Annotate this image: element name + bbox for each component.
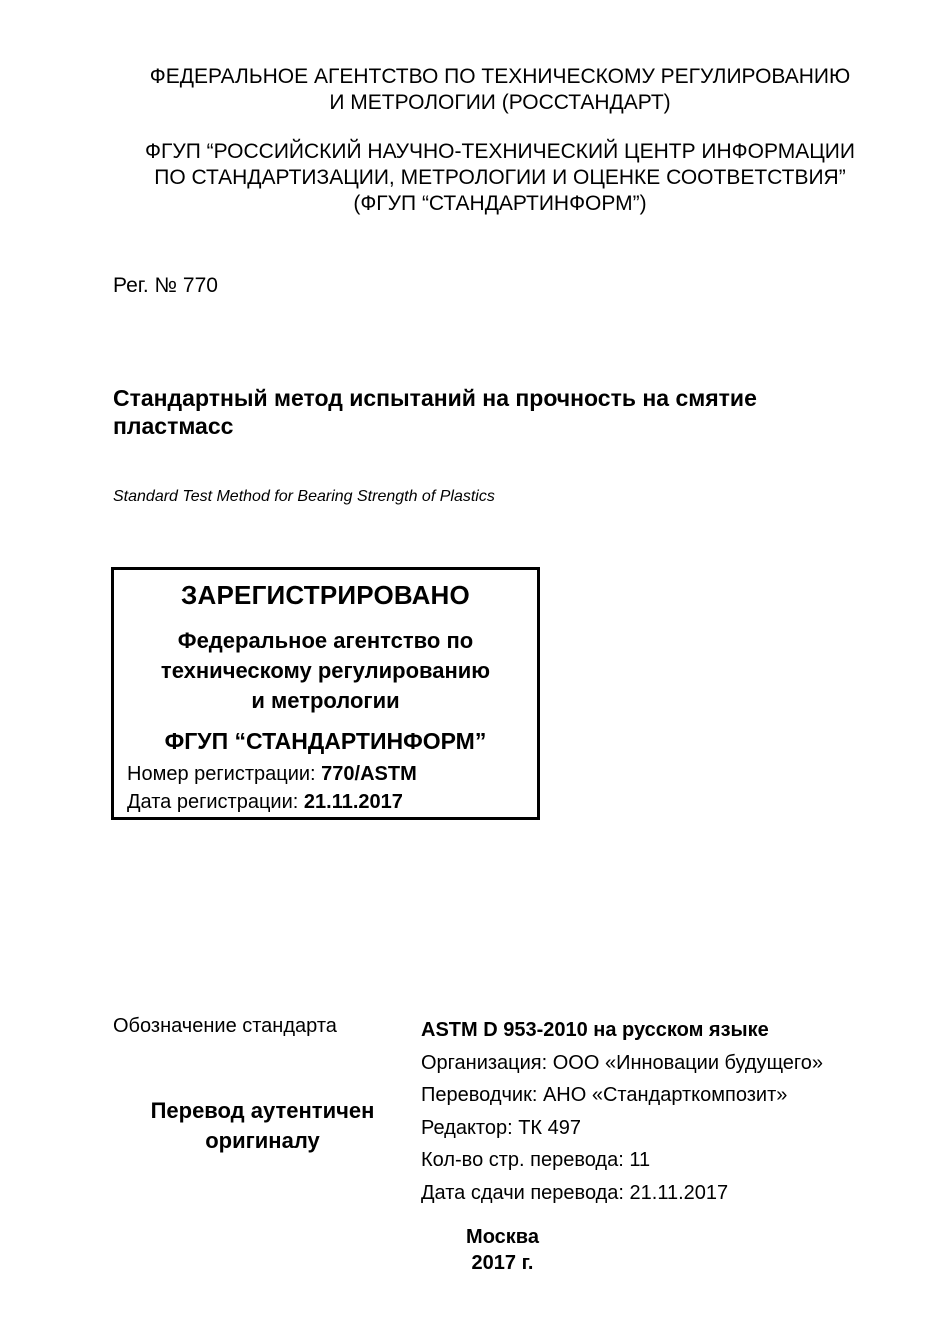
stamp-number-value: 770/ASTM: [321, 763, 417, 785]
stamp-registration-number: [127, 763, 417, 786]
agency-line-2: И МЕТРОЛОГИИ (РОССТАНДАРТ): [329, 91, 671, 114]
page-count-line: Кол-во стр. перевода: 11: [421, 1149, 651, 1172]
stamp-agency-line-2: техническому регулированию: [160, 658, 491, 683]
stamp-registration-date: [127, 791, 403, 814]
stamp-agency: [114, 626, 537, 716]
authentic-line-1: Перевод аутентичен: [150, 1098, 375, 1123]
translation-details: [421, 1014, 823, 1210]
stamp-date-value: 21.11.2017: [303, 791, 403, 813]
stamp-date-label: Дата регистрации:: [127, 791, 299, 813]
document-title: Стандартный метод испытаний на прочность на смятие пластмасс: [113, 385, 757, 439]
center-line-3: (ФГУП “СТАНДАРТИНФОРМ”): [353, 192, 647, 215]
authentic-line-2: оригиналу: [205, 1128, 320, 1153]
center-header: [100, 139, 900, 217]
designation-label: Обозначение стандарта: [113, 1015, 337, 1037]
center-line-1: ФГУП “РОССИЙСКИЙ НАУЧНО-ТЕХНИЧЕСКИЙ ЦЕНТР ИНФОРМАЦИИ: [145, 140, 855, 163]
translator-line: Переводчик: АНО «Стандарткомпозит»: [421, 1084, 788, 1107]
registration-number: Рег. № 770: [113, 274, 218, 297]
stamp-organization: ФГУП “СТАНДАРТИНФОРМ”: [164, 728, 487, 754]
editor-line: Редактор: ТК 497: [421, 1116, 581, 1139]
agency-header: [100, 64, 900, 116]
standard-designation: ASTM D 953-2010 на русском языке: [421, 1019, 769, 1041]
agency-line-1: ФЕДЕРАЛЬНОЕ АГЕНТСТВО ПО ТЕХНИЧЕСКОМУ РЕГУЛИРОВАНИЮ: [149, 65, 851, 88]
stamp-agency-line-3: и метрологии: [251, 688, 400, 713]
authentic-note: [120, 1096, 405, 1156]
stamp-number-label: Номер регистрации:: [127, 763, 316, 785]
document-title-english: Standard Test Method for Bearing Strength of Plastics: [113, 488, 495, 505]
registration-stamp: [111, 567, 540, 820]
stamp-heading: ЗАРЕГИСТРИРОВАНО: [181, 580, 470, 610]
center-line-2: ПО СТАНДАРТИЗАЦИИ, МЕТРОЛОГИИ И ОЦЕНКЕ СООТВЕТСТВИЯ”: [154, 166, 846, 189]
stamp-agency-line-1: Федеральное агентство по: [177, 628, 474, 653]
publication-place: [430, 1224, 575, 1276]
organization-line: Организация: ООО «Инновации будущего»: [421, 1051, 824, 1074]
submission-date-line: Дата сдачи перевода: 21.11.2017: [421, 1181, 729, 1204]
year: 2017 г.: [471, 1252, 534, 1274]
city: Москва: [466, 1226, 539, 1248]
